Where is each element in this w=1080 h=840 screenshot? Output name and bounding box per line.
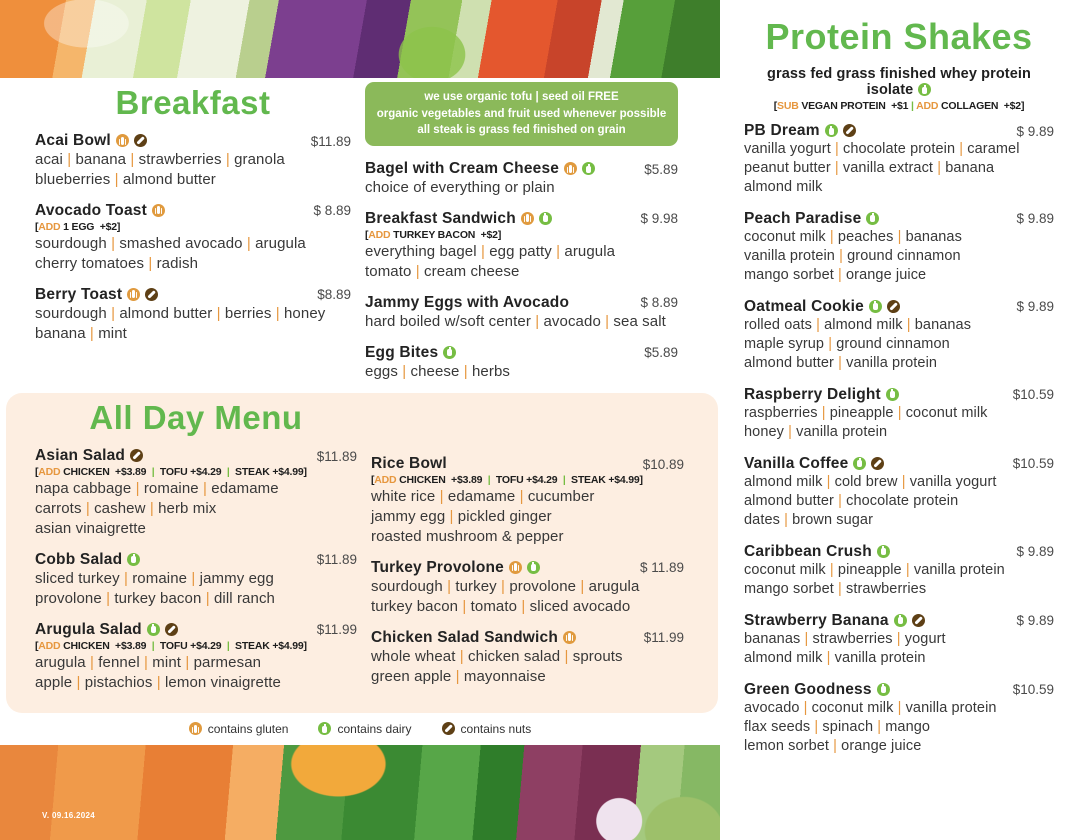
- dairy-icon: [147, 623, 160, 636]
- item-price: $11.89: [310, 133, 351, 149]
- item-description: hard boiled w/soft center | avocado | sea salt: [365, 312, 666, 330]
- item-price: $ 9.89: [1016, 299, 1054, 315]
- item-description: rolled oats | almond milk | bananas maple syrup | ground cinnamon almond butter | vanilla protein: [744, 316, 972, 371]
- allergen-legend: [0, 713, 720, 745]
- item-allergen-icons: [861, 210, 879, 228]
- menu-item: [371, 455, 684, 547]
- legend-label: contains dairy: [337, 722, 412, 736]
- breakfast-section: [0, 78, 720, 393]
- protein-shakes-addon-note: [SUB VEGAN PROTEIN +$1 | ADD COLLAGEN +$2]: [773, 100, 1025, 112]
- item-header: [744, 122, 1054, 140]
- menu-item: [35, 551, 357, 609]
- item-price: $11.89: [316, 448, 357, 464]
- item-price: $10.59: [1012, 456, 1054, 472]
- item-header: [744, 210, 1054, 228]
- item-allergen-icons: [558, 629, 576, 647]
- all-day-left-list: [35, 447, 357, 693]
- item-price: $11.99: [643, 630, 684, 646]
- item-description: white rice | edamame | cucumber jammy egg | pickled ginger roasted mushroom & pepper: [371, 488, 595, 545]
- item-allergen-icons: [504, 559, 540, 577]
- item-name: Cobb Salad: [35, 550, 123, 568]
- legend-allergen-icon: [189, 720, 202, 738]
- legend-allergen-icon: [442, 720, 455, 738]
- item-addon-note: [ADD CHICKEN +$3.89 | TOFU +$4.29 | STEAK +$4.99]: [371, 474, 643, 486]
- item-description: everything bagel | egg patty | arugula tomato | cream cheese: [365, 242, 616, 280]
- item-header: [35, 621, 357, 639]
- legend-label: contains nuts: [460, 722, 532, 736]
- item-name: Arugula Salad: [35, 620, 142, 638]
- item-allergen-icons: [438, 344, 456, 362]
- item-description: avocado | coconut milk | vanilla protein flax seeds | spinach | mango lemon sorbet | orange juice: [744, 699, 997, 754]
- menu-item: [35, 286, 351, 344]
- item-header: [365, 294, 678, 312]
- menu-item: [371, 629, 684, 687]
- item-header: [365, 210, 678, 228]
- subtitle-text: grass fed grass finished whey protein isolate: [767, 66, 1031, 98]
- item-header: [744, 543, 1054, 561]
- gluten-icon: [116, 134, 129, 147]
- item-allergen-icons: [864, 298, 900, 316]
- item-header: [35, 132, 351, 150]
- protein-shakes-list: [744, 122, 1054, 756]
- item-name: Chicken Salad Sandwich: [371, 628, 559, 646]
- item-description: sliced turkey | romaine | jammy egg provolone | turkey bacon | dill ranch: [35, 569, 275, 607]
- item-price: $ 11.89: [639, 560, 684, 576]
- gluten-icon: [189, 722, 202, 735]
- gluten-icon: [564, 162, 577, 175]
- gluten-icon: [509, 561, 522, 574]
- all-day-title: All Day Menu: [89, 399, 303, 436]
- item-allergen-icons: [848, 455, 884, 473]
- item-allergen-icons: [889, 612, 925, 630]
- item-allergen-icons: [881, 386, 899, 404]
- item-header: [744, 681, 1054, 699]
- item-price: $10.59: [1012, 387, 1054, 403]
- item-header: [744, 455, 1054, 473]
- item-header: [365, 160, 678, 178]
- item-header: [371, 455, 684, 473]
- item-addon-note: [ADD TURKEY BACON +$2]: [365, 228, 502, 241]
- item-name: Caribbean Crush: [744, 542, 872, 560]
- item-allergen-icons: [125, 447, 143, 465]
- dairy-icon: [877, 545, 890, 558]
- item-description: sourdough | almond butter | berries | honey banana | mint: [35, 304, 326, 342]
- dairy-icon: [527, 561, 540, 574]
- item-description: coconut milk | peaches | bananas vanilla protein | ground cinnamon mango sorbet | orange juice: [744, 228, 962, 283]
- item-price: $ 9.89: [1016, 544, 1054, 560]
- item-price: $5.89: [644, 345, 678, 361]
- legend-item: [442, 720, 532, 738]
- legend-allergen-icon: [318, 720, 331, 738]
- item-header: [35, 286, 351, 304]
- dairy-icon: [869, 300, 882, 313]
- item-price: $10.89: [642, 456, 684, 472]
- menu-item: [365, 294, 678, 332]
- gluten-icon: [127, 288, 140, 301]
- item-name: Rice Bowl: [371, 455, 447, 472]
- menu-item: [35, 202, 351, 274]
- item-allergen-icons: [111, 132, 147, 150]
- item-header: [365, 344, 678, 362]
- item-addon-note: [ADD CHICKEN +$3.89 | TOFU +$4.29 | STEAK +$4.99]: [35, 639, 307, 652]
- item-price: $11.89: [316, 552, 357, 568]
- dairy-icon: [894, 614, 907, 627]
- menu-item: [35, 621, 357, 693]
- item-description: almond milk | cold brew | vanilla yogurt almond butter | chocolate protein dates | brown sugar: [744, 473, 997, 528]
- info-banner: [365, 82, 678, 146]
- nuts-icon: [165, 623, 178, 636]
- menu-item: [365, 210, 678, 282]
- all-day-section: [6, 393, 718, 705]
- item-name: Green Goodness: [744, 680, 872, 698]
- nuts-icon: [912, 614, 925, 627]
- item-name: Breakfast Sandwich: [365, 209, 516, 227]
- item-allergen-icons: [872, 681, 890, 699]
- item-price: $8.89: [317, 287, 351, 303]
- item-header: [35, 551, 357, 569]
- item-allergen-icons: [122, 286, 158, 304]
- dairy-icon: [127, 553, 140, 566]
- item-description: acai | banana | strawberries | granola blueberries | almond butter: [35, 151, 285, 188]
- item-price: $ 9.89: [1016, 613, 1054, 629]
- item-allergen-icons: [147, 202, 165, 220]
- item-description: arugula | fennel | mint | parmesan apple | pistachios | lemon vinaigrette: [35, 653, 281, 691]
- all-day-panel: [6, 393, 718, 713]
- menu-item: [744, 455, 1054, 530]
- item-name: Asian Salad: [35, 447, 126, 464]
- breakfast-title: Breakfast: [115, 84, 271, 121]
- item-description: napa cabbage | romaine | edamame carrots | cashew | herb mix asian vinaigrette: [35, 480, 279, 537]
- item-name: Strawberry Banana: [744, 611, 889, 629]
- dairy-icon: [443, 346, 456, 359]
- item-header: [35, 447, 357, 465]
- item-name: Acai Bowl: [35, 132, 111, 149]
- item-description: choice of everything or plain: [365, 179, 555, 197]
- legend-item: [318, 720, 411, 738]
- item-name: Avocado Toast: [35, 201, 147, 219]
- item-name: Oatmeal Cookie: [744, 297, 864, 315]
- item-description: sourdough | smashed avocado | arugula cherry tomatoes | radish: [35, 234, 306, 272]
- item-description: raspberries | pineapple | coconut milk honey | vanilla protein: [744, 404, 988, 440]
- dairy-icon: [853, 457, 866, 470]
- gluten-icon: [521, 212, 534, 225]
- breakfast-left-column: [0, 78, 365, 393]
- item-description: bananas | strawberries | yogurt almond milk | vanilla protein: [744, 630, 946, 666]
- nuts-icon: [145, 288, 158, 301]
- gluten-icon: [563, 631, 576, 644]
- legend-label: contains gluten: [207, 722, 289, 736]
- item-allergen-icons: [820, 122, 856, 140]
- item-allergen-icons: [142, 621, 178, 639]
- item-name: Vanilla Coffee: [744, 454, 849, 472]
- item-header: [744, 386, 1054, 404]
- item-price: $ 9.89: [1016, 211, 1054, 227]
- menu-item: [35, 447, 357, 539]
- item-description: sourdough | turkey | provolone | arugula turkey bacon | tomato | sliced avocado: [371, 577, 640, 615]
- protein-shakes-title: Protein Shakes: [765, 16, 1033, 57]
- nuts-icon: [887, 300, 900, 313]
- item-name: Jammy Eggs with Avocado: [365, 293, 570, 311]
- dairy-icon: [318, 722, 331, 735]
- item-header: [371, 559, 684, 577]
- breakfast-right-list: [365, 160, 678, 382]
- dairy-icon: [539, 212, 552, 225]
- item-price: $ 8.89: [313, 203, 351, 219]
- menu-item: [365, 344, 678, 382]
- item-description: whole wheat | chicken salad | sprouts green apple | mayonnaise: [371, 647, 623, 685]
- menu-item: [744, 681, 1054, 756]
- nuts-icon: [871, 457, 884, 470]
- breakfast-right-column: [365, 78, 700, 393]
- all-day-right-column: [371, 393, 706, 705]
- menu-item: [744, 122, 1054, 197]
- protein-shakes-section: [720, 0, 1080, 840]
- menu-item: [744, 543, 1054, 599]
- item-allergen-icons: [516, 210, 552, 228]
- item-name: Turkey Provolone: [371, 558, 504, 576]
- item-name: Egg Bites: [365, 343, 439, 361]
- banner-line-1: we use organic tofu | seed oil FREE: [424, 91, 619, 103]
- menu-version-label: V. 09.16.2024: [42, 811, 95, 820]
- menu-item: [744, 210, 1054, 285]
- protein-shakes-subtitle: [744, 66, 1054, 98]
- item-header: [744, 298, 1054, 316]
- all-day-right-list: [371, 455, 684, 687]
- item-price: $ 9.89: [1016, 123, 1054, 139]
- all-day-left-column: [6, 393, 371, 705]
- item-name: Bagel with Cream Cheese: [365, 160, 560, 178]
- item-header: [35, 202, 351, 220]
- banner-line-2: organic vegetables and fruit used whenever possible: [376, 107, 667, 120]
- dairy-icon: [825, 124, 838, 137]
- menu-item: [365, 160, 678, 198]
- menu-item: [35, 132, 351, 190]
- nuts-icon: [843, 124, 856, 137]
- dairy-icon: [582, 162, 595, 175]
- dairy-icon: [866, 212, 879, 225]
- breakfast-left-list: [35, 132, 351, 344]
- nuts-icon: [134, 134, 147, 147]
- nuts-icon: [130, 449, 143, 462]
- item-name: Berry Toast: [35, 285, 123, 303]
- item-price: $5.89: [644, 161, 678, 177]
- item-header: [744, 612, 1054, 630]
- dairy-icon: [918, 83, 931, 96]
- item-allergen-icons: [872, 543, 890, 561]
- dairy-icon: [886, 388, 899, 401]
- item-description: coconut milk | pineapple | vanilla protein mango sorbet | strawberries: [744, 561, 1005, 597]
- veggie-photo-bottom: [0, 745, 720, 840]
- dairy-icon: [877, 683, 890, 696]
- item-name: Raspberry Delight: [744, 385, 881, 403]
- nuts-icon: [442, 722, 455, 735]
- item-name: Peach Paradise: [744, 209, 862, 227]
- menu-item: [744, 612, 1054, 668]
- gluten-icon: [152, 204, 165, 217]
- banner-line-3: all steak is grass fed finished on grain: [417, 124, 626, 137]
- item-price: $ 8.89: [640, 295, 678, 311]
- item-price: $10.59: [1012, 682, 1054, 698]
- item-addon-note: [ADD CHICKEN +$3.89 | TOFU +$4.29 | STEAK +$4.99]: [35, 466, 307, 478]
- item-price: $ 9.98: [640, 211, 678, 227]
- legend-item: [189, 720, 289, 738]
- item-header: [371, 629, 684, 647]
- veggie-photo-top: [0, 0, 720, 78]
- item-description: eggs | cheese | herbs: [365, 362, 511, 380]
- item-addon-note: [ADD 1 EGG +$2]: [35, 220, 121, 233]
- item-allergen-icons: [559, 160, 595, 178]
- item-price: $11.99: [316, 622, 357, 638]
- menu-item: [744, 386, 1054, 442]
- item-name: PB Dream: [744, 122, 820, 139]
- item-allergen-icons: [122, 551, 140, 569]
- menu-item: [371, 559, 684, 617]
- item-description: vanilla yogurt | chocolate protein | caramel peanut butter | vanilla extract | banana almond milk: [744, 141, 1020, 195]
- subtitle-allergen-icons: [913, 82, 931, 98]
- menu-item: [744, 298, 1054, 373]
